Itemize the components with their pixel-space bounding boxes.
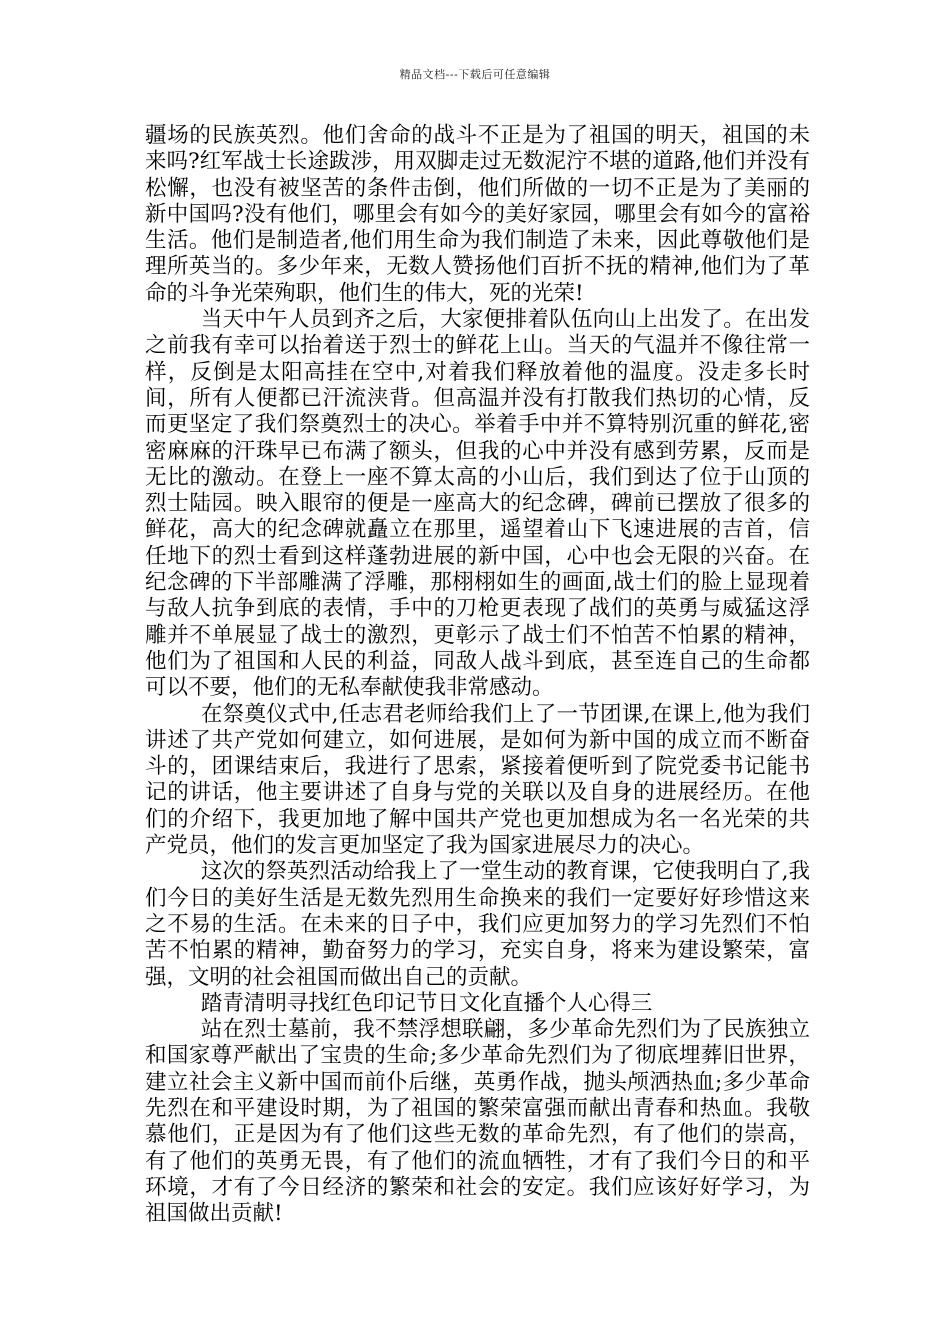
paragraph-2: 当天中午人员到齐之后，大家便排着队伍向山上出发了。在出发之前我有幸可以抬着送于烈士的鲜花上山。当天的气温并不像往常一样，反倒是太阳高挂在空中,对着我们释放着他的温度。没走多长时间，所有人便都已汗流浃背。但高温并没有打散我们热切的心情，反而更坚定了我们祭奠烈士的决心。举着手中并不算特别沉重的鲜花,密密麻麻的汗珠早已布满了额头，但我的心中并没有感到劳累，反而是无比的激动。在登上一座不算太高的小山后，我们到达了位于山顶的烈士陆园。映入眼帘的便是一座高大的纪念碑，碑前已摆放了很多的鲜花，高大的纪念碑就矗立在那里，遥望着山下飞速进展的吉首，信任地下的烈士看到这样蓬勃进展的新中国，心中也会无限的兴奋。在纪念碑的下半部雕满了浮雕，那栩栩如生的画面,战士们的脸上显现着与敌人抗争到底的表情，手中的刀枪更表现了战们的英勇与威猛这浮雕并不单展显了战士的激烈，更彰示了战士们不怕苦不怕累的精神，他们为了祖国和人民的利益，同敌人战斗到底，甚至连自己的生命都可以不要，他们的无私奉献使我非常感动。 [145,307,810,701]
document-body [145,123,810,1227]
paragraph-1: 疆场的民族英烈。他们舍命的战斗不正是为了祖国的明天，祖国的未来吗?红军战士长途跋涉，用双脚走过无数泥泞不堪的道路,他们并没有松懈，也没有被坚苦的条件击倒，他们所做的一切不正是为了美丽的新中国吗?没有他们，哪里会有如今的美好家园，哪里会有如今的富裕生活。他们是制造者,他们用生命为我们制造了未来，因此尊敬他们是理所英当的。多少年来，无数人赞扬他们百折不抚的精神,他们为了革命的斗争光荣殉职，他们生的伟大，死的光荣! [145,123,810,306]
paragraph-3: 在祭奠仪式中,任志君老师给我们上了一节团课,在课上,他为我们讲述了共产党如何建立，如何进展，是如何为新中国的成立而不断奋斗的，团课结束后，我进行了思索，紧接着便听到了院党委书记能书记的讲话，他主要讲述了自身与党的关联以及自身的进展经历。在他们的介绍下，我更加地了解中国共产党也更加想成为名一名光荣的共产党员，他们的发言更加坚定了我为国家进展尽力的决心。 [145,701,810,859]
paragraph-5: 站在烈士墓前，我不禁浮想联翩，多少革命先烈们为了民族独立和国家尊严献出了宝贵的生命;多少革命先烈们为了彻底埋葬旧世界，建立社会主义新中国而前仆后继，英勇作战，抛头颅洒热血;多少革命先烈在和平建设时期，为了祖国的繁荣富强而献出青春和热血。我敬慕他们，正是因为有了他们这些无数的革命先烈，有了他们的崇高，有了他们的英勇无畏，有了他们的流血牺牲，才有了我们今日的和平环境，才有了今日经济的繁荣和社会的安定。我们应该好好学习，为祖国做出贡献! [145,1017,810,1227]
page-header: 精品文档---下载后可任意编辑 [399,68,551,81]
paragraph-4: 这次的祭英烈活动给我上了一堂生动的教育课，它使我明白了,我们今日的美好生活是无数先烈用生命换来的我们一定要好好珍惜这来之不易的生活。在未来的日子中，我们应更加努力的学习先烈们不怕苦不怕累的精神，勤奋努力的学习，充实自身，将来为建设繁荣，富强，文明的社会祖国而做出自己的贡献。 [145,859,810,990]
section-title: 踏青清明寻找红色印记节日文化直播个人心得三 [200,990,653,1016]
